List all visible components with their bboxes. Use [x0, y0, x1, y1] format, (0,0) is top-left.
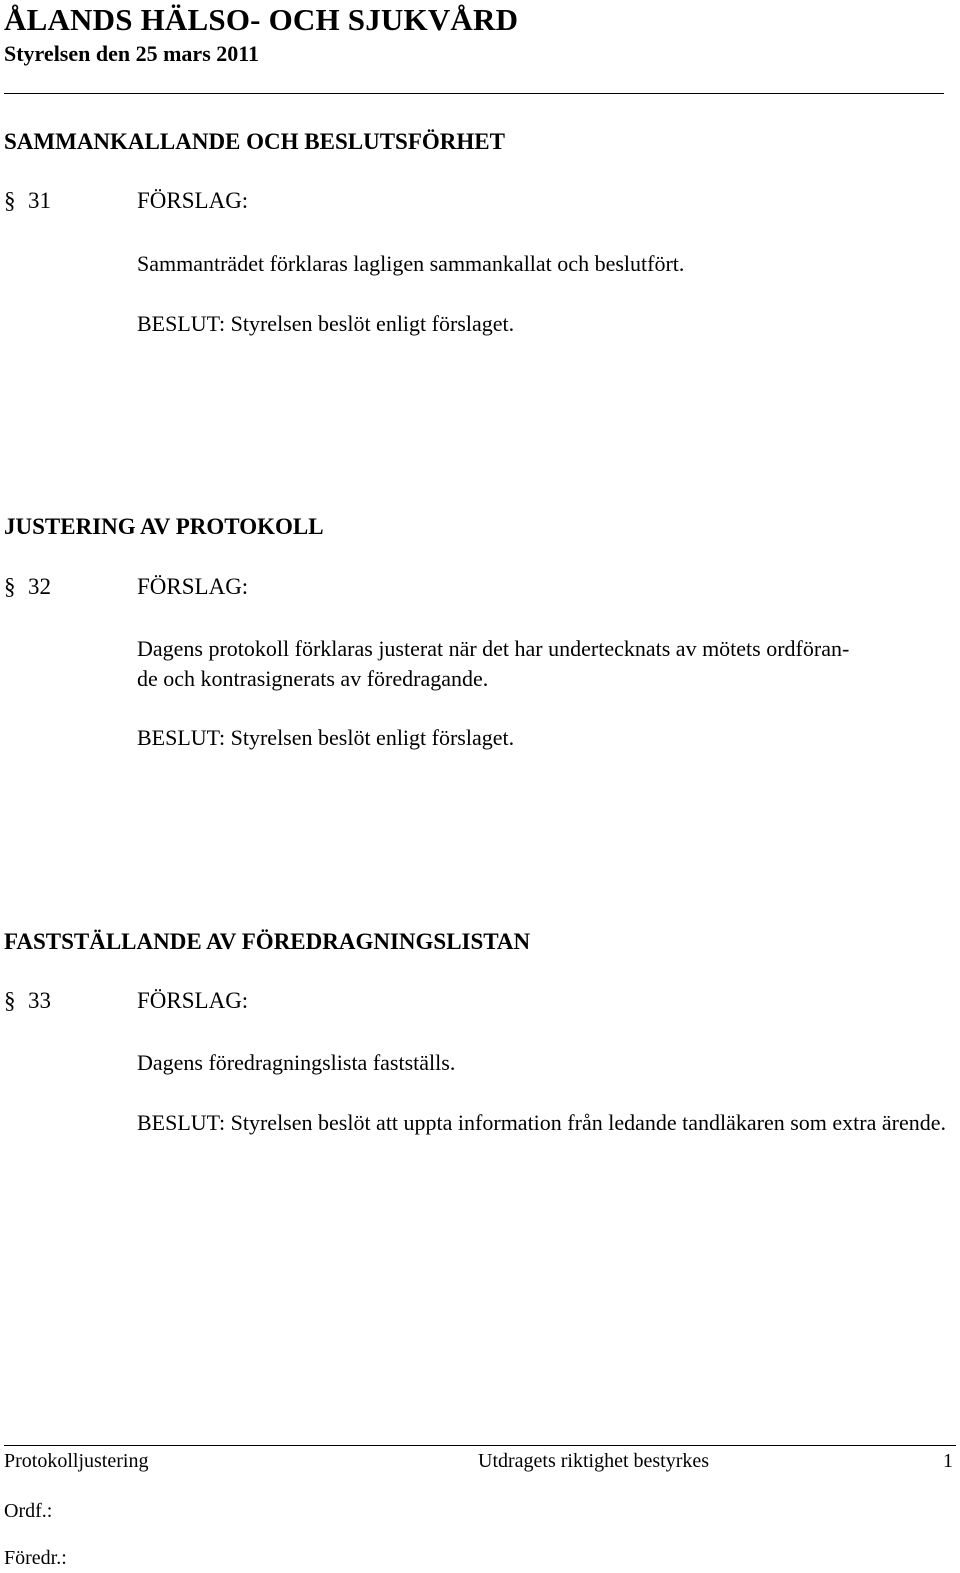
- page-number: 1: [943, 1450, 953, 1472]
- chair-signature-label: Ordf.:: [4, 1500, 53, 1522]
- proposal-text-32-line1: Dagens protokoll förklaras justerat när det har undertecknats av mötets ordföran-: [137, 636, 850, 661]
- header-divider: [4, 93, 944, 94]
- organization-title: ÅLANDS HÄLSO- OCH SJUKVÅRD: [4, 2, 519, 37]
- paragraph-mark: §: [4, 188, 16, 213]
- proposal-text-32-line2: de och kontrasignerats av föredragande.: [137, 666, 489, 691]
- paragraph-number-32: 32: [28, 574, 51, 599]
- proposal-label: FÖRSLAG:: [137, 988, 249, 1013]
- paragraph-mark: §: [4, 988, 16, 1013]
- meeting-date: Styrelsen den 25 mars 2011: [4, 41, 260, 66]
- footer-protocol-check: Protokolljustering: [4, 1450, 149, 1472]
- decision-text-33: BESLUT: Styrelsen beslöt att uppta information från ledande tandläkaren som extra ärende.: [137, 1110, 946, 1135]
- proposal-text-31: Sammanträdet förklaras lagligen sammankallat och beslutfört.: [137, 251, 685, 276]
- paragraph-mark: §: [4, 574, 16, 599]
- proposal-label: FÖRSLAG:: [137, 574, 249, 599]
- proposal-text-33: Dagens föredragningslista fastställs.: [137, 1050, 456, 1075]
- footer-certification: Utdragets riktighet bestyrkes: [478, 1450, 710, 1472]
- section-heading-31: SAMMANKALLANDE OCH BESLUTSFÖRHET: [4, 129, 505, 154]
- decision-text-31: BESLUT: Styrelsen beslöt enligt förslaget.: [137, 311, 515, 336]
- presenter-signature-label: Föredr.:: [4, 1547, 67, 1569]
- paragraph-number-31: 31: [28, 188, 51, 213]
- section-heading-32: JUSTERING AV PROTOKOLL: [4, 514, 324, 539]
- footer-divider: [4, 1445, 956, 1446]
- proposal-label: FÖRSLAG:: [137, 188, 249, 213]
- paragraph-number-33: 33: [28, 988, 51, 1013]
- section-heading-33: FASTSTÄLLANDE AV FÖREDRAGNINGSLISTAN: [4, 929, 531, 954]
- decision-text-32: BESLUT: Styrelsen beslöt enligt förslaget.: [137, 725, 515, 750]
